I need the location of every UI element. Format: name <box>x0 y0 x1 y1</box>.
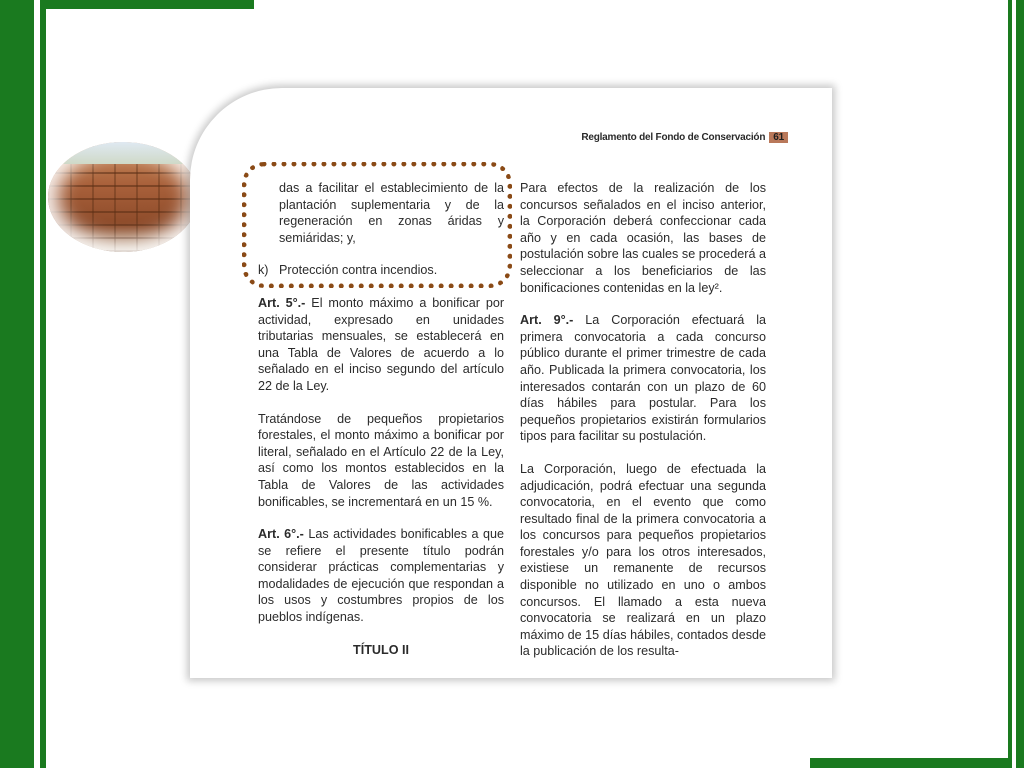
article-6-text: Las actividades bonificables a que se refiere el presente título podrán considerar prácticas complementarias y modalidades de ejecución que respondan a los usos y costumbres propios de los pueblos indígenas. <box>258 527 505 625</box>
article-9-text: La Corporación efectuará la primera convocatoria a cada concurso público durante el primer trimestre de cada año. Publicada la primera convocatoria, los interesados contarán con un plazo de 60 días hábiles para postular. Para los pequeños propietarios existirán formularios tipos para facilitar su postulación. <box>520 313 767 444</box>
article-5-label: Art. 5°.- <box>258 295 306 310</box>
frame-left-outer-bar <box>0 0 34 768</box>
highlight-dotted-frame <box>242 162 512 288</box>
right-column <box>520 180 766 676</box>
article-5-text: El monto máximo a bonificar por actividad, expresado en unidades tributarias mensuales, se establecerá en una Tabla de Valores de acuerdo a lo señalado en el inciso segundo del artículo 22 de la Ley. <box>258 295 505 393</box>
item-k-label: k) <box>258 263 269 278</box>
article-5 <box>258 295 504 395</box>
article-9-label: Art. 9°.- <box>520 313 574 328</box>
frame-bottom-strip <box>810 758 1008 768</box>
timber-photo <box>48 142 198 252</box>
section-title: TÍTULO II <box>353 642 409 657</box>
paragraph-bases: Para efectos de la realización de los concursos señalados en el inciso anterior, la Corporación deberá confeccionar cada año y en cada ocasión, las bases de postulación sobre las cuales se procederá a seleccionar a los beneficiarios de las bonificaciones contenidas en la ley². <box>520 181 766 295</box>
item-k-text: Protección contra incendios. <box>279 263 438 278</box>
page-number: 61 <box>769 132 788 143</box>
frame-right-outer-bar <box>1016 0 1024 768</box>
timber-photo-sky <box>48 142 198 164</box>
paragraph-pequenos: Tratándose de pequeños propietarios forestales, el monto máximo a bonificar por literal, señalado en el Artículo 22 de la Ley, así como los montos establecidos en la Tabla de Valores de las actividades bonificables, se incrementará en un 15 %. <box>258 411 504 509</box>
frame-left-inner-bar <box>40 0 46 768</box>
article-6 <box>258 526 504 626</box>
paragraph-segunda-convocatoria: La Corporación, luego de efectuada la adjudicación, podrá efectuar una segunda convocatoria, en el evento que como resultado final de la primera convocatoria a los concursos para pequeños propietarios forestales y/o para los otros interesados, existiese un remanente de recursos disponible no utilizado en uno o ambos concursos. El llamado a esta nueva convocatoria se realizará en un plazo máximo de 15 días hábiles, contados desde la publicación de los resulta- <box>520 461 766 659</box>
article-9 <box>520 312 766 445</box>
frame-top-strip <box>46 0 254 9</box>
article-6-label: Art. 6°.- <box>258 527 304 542</box>
running-head <box>581 132 788 143</box>
running-head-title: Reglamento del Fondo de Conservación <box>581 132 766 143</box>
continued-item-text: das a facilitar el establecimiento de la plantación suplementaria y de la regeneración en zonas áridas y semiáridas; y, <box>279 181 504 245</box>
frame-right-inner-bar <box>1008 0 1012 768</box>
